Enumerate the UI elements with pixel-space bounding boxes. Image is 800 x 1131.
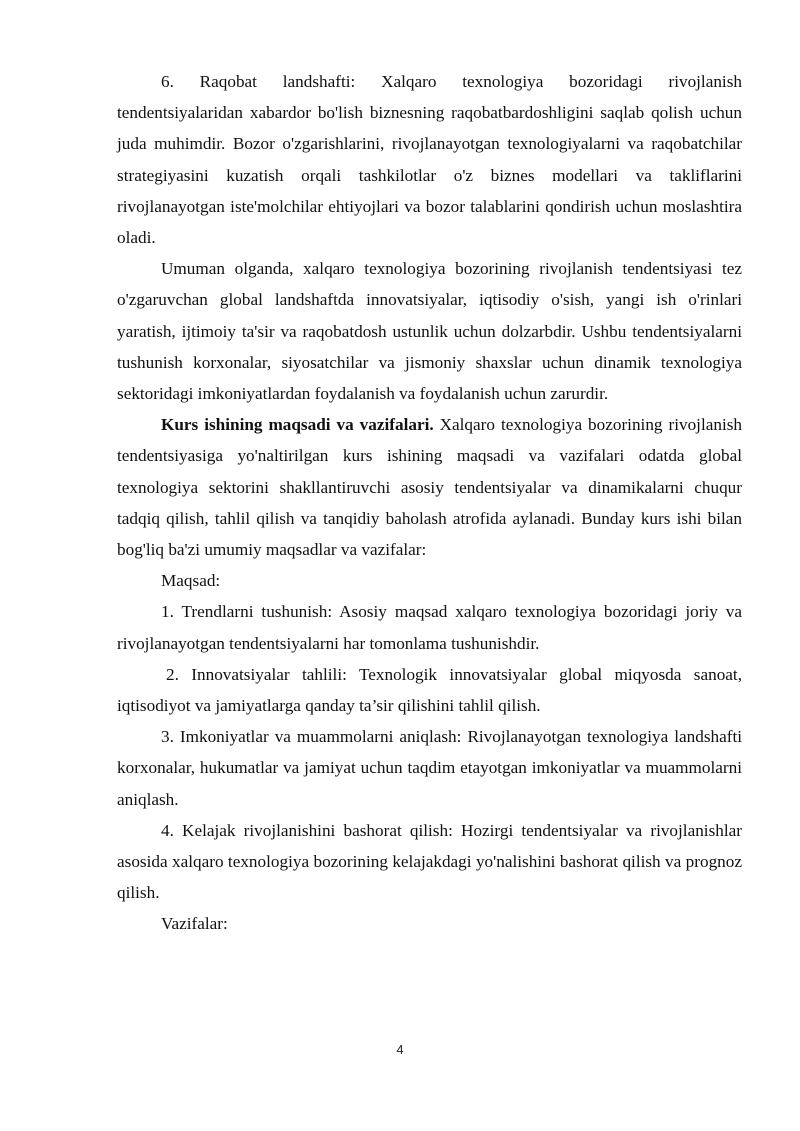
list-item-goal-3 [117, 721, 742, 815]
document-body [117, 66, 742, 940]
list-item-goal-2 [117, 659, 742, 721]
paragraph-text: Xalqaro texnologiya bozorining rivojlanish tendentsiyasiga yo'naltirilgan kurs ishining maqsadi va vazifalari odatda global texnologiya sektorini shakllantiruvchi asosiy tendentsiyalar va dinamikalarni chuqur tadqiq qilish, tahlil qilish va tanqidiy baholash atrofida aylanadi. Bunday kurs ishi bilan bog'liq ba'zi umumiy maqsadlar va vazifalar: [117, 415, 742, 560]
page-number: 4 [396, 1042, 404, 1057]
paragraph-text: 1. Trendlarni tushunish: Asosiy maqsad xalqaro texnologiya bozoridagi joriy va rivojlanayotgan tendentsiyalarni har tomonlama tushunishdir. [117, 602, 742, 653]
paragraph-competitive-landscape [117, 66, 742, 253]
paragraph-tasks-label [117, 908, 742, 939]
paragraph-goal-label [117, 565, 742, 596]
paragraph-summary [117, 253, 742, 409]
paragraph-text: 2. Innovatsiyalar tahlili: Texnologik innovatsiyalar global miqyosda sanoat, iqtisodiyot va jamiyatlarga qanday ta’sir qilishini tahlil qilish. [117, 664, 742, 716]
paragraph-text: 3. Imkoniyatlar va muammolarni aniqlash: Rivojlanayotgan texnologiya landshafti korxonalar, hukumatlar va jamiyat uchun taqdim etayotgan imkoniyatlar va muammolarni aniqlash. [117, 727, 742, 809]
list-item-goal-1 [117, 596, 742, 658]
paragraph-text: Vazifalar: [161, 914, 228, 934]
paragraph-text: 6. Raqobat landshafti: Xalqaro texnologiya bozoridagi rivojlanish tendentsiyalaridan xabardor bo'lish biznesning raqobatbardoshligini saqlab qolish uchun juda muhimdir. Bozor o'zgarishlarini, rivojlanayotgan texnologiyalarni va raqobatchilar strategiyasini kuzatish orqali tashkilotlar o'z biznes modellari va takliflarini rivojlanayotgan iste'molchilar ehtiyojlari va bozor talablarini qondirish uchun moslashtira oladi. [117, 72, 742, 248]
list-item-goal-4 [117, 815, 742, 909]
section-heading: Kurs ishining maqsadi va vazifalari. [161, 415, 434, 435]
paragraph-text: Umuman olganda, xalqaro texnologiya bozorining rivojlanish tendentsiyasi tez o'zgaruvchan global landshaftda innovatsiyalar, iqtisodiy o'sish, yangi ish o'rinlari yaratish, ijtimoiy ta'sir va raqobatdosh ustunlik uchun dolzarbdir. Ushbu tendentsiyalarni tushunish korxonalar, siyosatchilar va jismoniy shaxslar uchun dinamik texnologiya sektoridagi imkoniyatlardan foydalanish va foydalanish uchun zarurdir. [117, 259, 742, 404]
paragraph-text: Maqsad: [161, 571, 221, 591]
paragraph-course-goals [117, 409, 742, 565]
paragraph-text: 4. Kelajak rivojlanishini bashorat qilish: Hozirgi tendentsiyalar va rivojlanishlar asosida xalqaro texnologiya bozorining kelajakdagi yo'nalishini bashorat qilish va prognoz qilish. [117, 820, 742, 903]
